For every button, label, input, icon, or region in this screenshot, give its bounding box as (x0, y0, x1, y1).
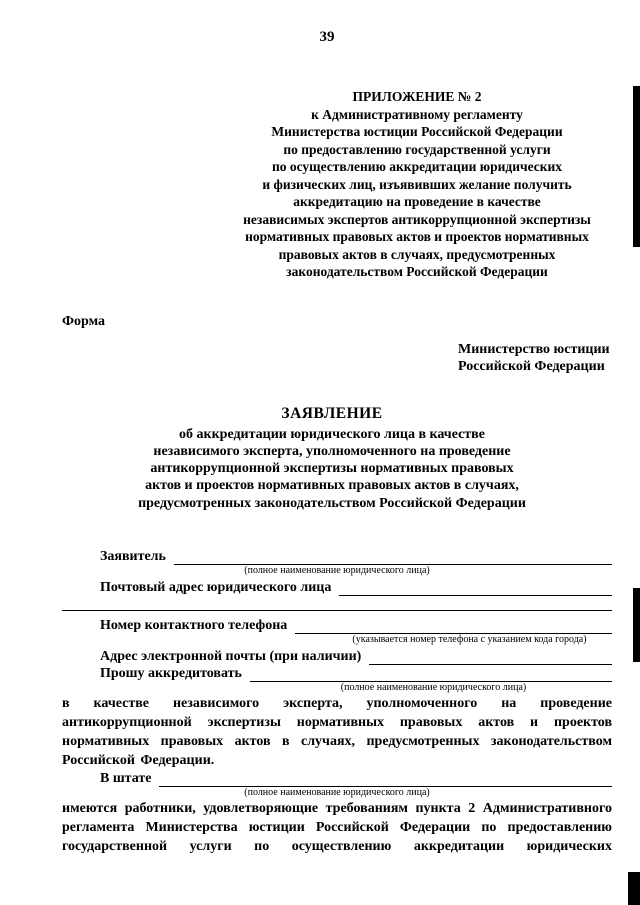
scan-artifact-bottom (628, 872, 640, 905)
ministry-line: Российской Федерации (458, 359, 605, 374)
statement-subtitle (62, 426, 612, 512)
subtitle-line: независимого эксперта, уполномоченного на проведение (153, 443, 511, 459)
staff-blank-line (159, 771, 612, 787)
subtitle-line: актов и проектов нормативных правовых актов в случаях, (145, 478, 519, 494)
staff-caption: (полное наименование юридического лица) (244, 786, 430, 798)
appendix-line: ПРИЛОЖЕНИЕ № 2 (352, 89, 482, 104)
phone-caption: (указывается номер телефона с указанием кода города) (352, 633, 587, 645)
field-staff (100, 770, 612, 787)
appendix-line: к Административному регламенту (311, 106, 523, 122)
subtitle-line: об аккредитации юридического лица в качестве (179, 426, 485, 442)
appendix-line: и физических лиц, изъявивших желание получить (262, 176, 572, 192)
appendix-line: нормативных правовых актов и проектов нормативных (245, 229, 589, 244)
appendix-heading (222, 88, 612, 281)
field-phone (100, 617, 612, 634)
ministry-line: Министерство юстиции (458, 341, 610, 357)
scan-artifact-middle (633, 588, 640, 662)
phone-label: Номер контактного телефона (100, 617, 288, 633)
email-label: Адрес электронной почты (при наличии) (100, 648, 362, 664)
staff-paragraph: имеются работники, удовлетворяющие требованиям пункта 2 Административного регламента Министерства юстиции Российской Федерации по предоставлению государственной услуги по осуществлению аккредитации юридических (62, 800, 612, 854)
appendix-line: по предоставлению государственной услуги (283, 141, 551, 157)
appendix-line: правовых актов в случаях, предусмотренных (278, 246, 556, 262)
applicant-caption: (полное наименование юридического лица) (244, 564, 430, 576)
request-caption: (полное наименование юридического лица) (340, 681, 527, 693)
postal-blank-line-2 (62, 596, 612, 611)
ministry-block (458, 341, 612, 376)
statement-title: ЗАЯВЛЕНИЕ (281, 404, 383, 422)
page-number: 39 (319, 29, 335, 45)
appendix-line: аккредитацию на проведение в качестве (293, 194, 541, 209)
field-email (100, 648, 612, 665)
subtitle-line: предусмотренных законодательством Российской Федерации (138, 495, 526, 511)
appendix-line: законодательством Российской Федерации (286, 264, 548, 279)
scan-artifact-top (633, 86, 640, 247)
request-label: Прошу аккредитовать (100, 665, 242, 681)
field-postal-address (100, 579, 612, 596)
form-label: Форма (62, 313, 106, 329)
field-request (100, 665, 612, 682)
request-paragraph: в качестве независимого эксперта, уполномоченного на проведение антикоррупционной экспертизы нормативных правовых актов и проектов нормативных правовых актов в случаях, предусмотренных законодательством Российской Федерации. (62, 695, 612, 768)
applicant-label: Заявитель (100, 548, 166, 564)
appendix-line: по осуществлению аккредитации юридических (271, 159, 563, 174)
phone-blank-line (295, 618, 612, 634)
postal-label: Почтовый адрес юридического лица (100, 579, 332, 595)
appendix-line: независимых экспертов антикоррупционной экспертизы (243, 211, 591, 227)
field-applicant (100, 548, 612, 565)
subtitle-line: антикоррупционной экспертизы нормативных правовых (150, 461, 514, 477)
postal-blank-line (339, 580, 612, 596)
request-blank-line (250, 666, 612, 682)
staff-label: В штате (100, 770, 152, 786)
applicant-blank-line (174, 549, 612, 565)
email-blank-line (369, 649, 612, 665)
appendix-line: Министерства юстиции Российской Федерации (271, 124, 563, 139)
